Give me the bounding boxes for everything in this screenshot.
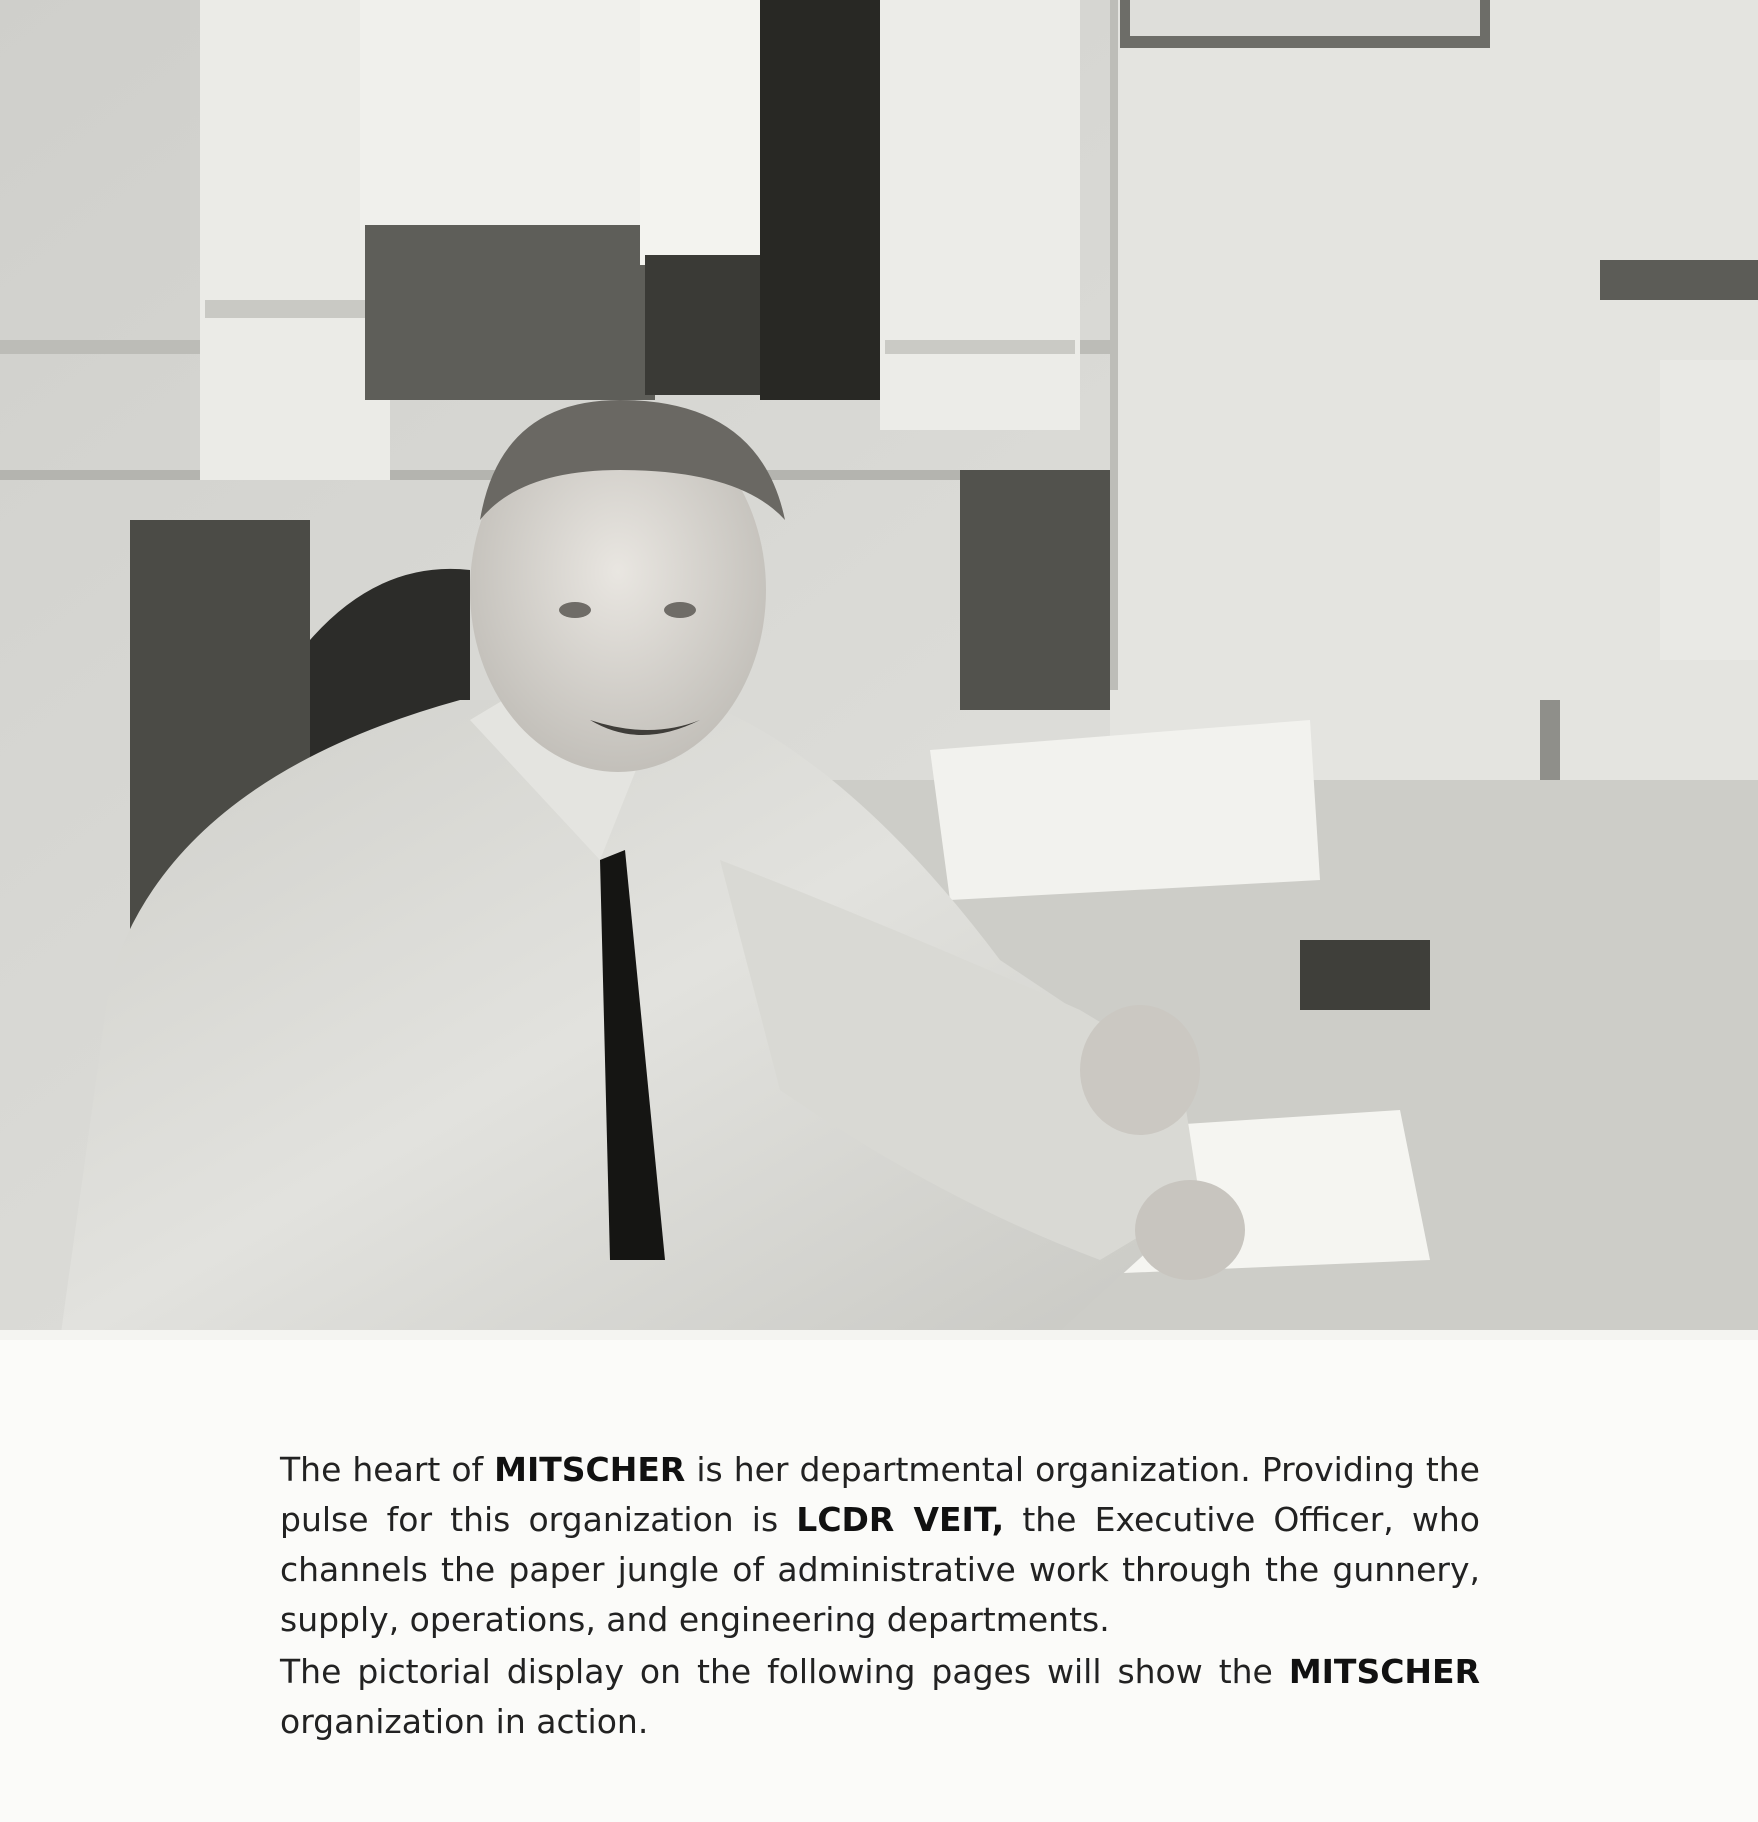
caption [280, 1445, 1480, 1747]
ship-name: MITSCHER [1288, 1652, 1480, 1691]
caption-paragraph-2 [280, 1647, 1480, 1747]
caption-text: the Executive Officer, who channels the paper jungle of administrative work through the gunnery, supply, operations, and engineering departments. [280, 1500, 1480, 1639]
caption-text: The heart of [280, 1450, 495, 1489]
caption-text: organization in action. [280, 1702, 649, 1741]
officer-name: LCDR VEIT, [796, 1500, 1005, 1539]
ship-name: MITSCHER [494, 1450, 686, 1489]
caption-text: The pictorial display on the following pages will show the [280, 1652, 1289, 1691]
caption-paragraph-1 [280, 1445, 1480, 1645]
caption-text: is her departmental organization. Providing the pulse for this organization is [280, 1450, 1480, 1539]
